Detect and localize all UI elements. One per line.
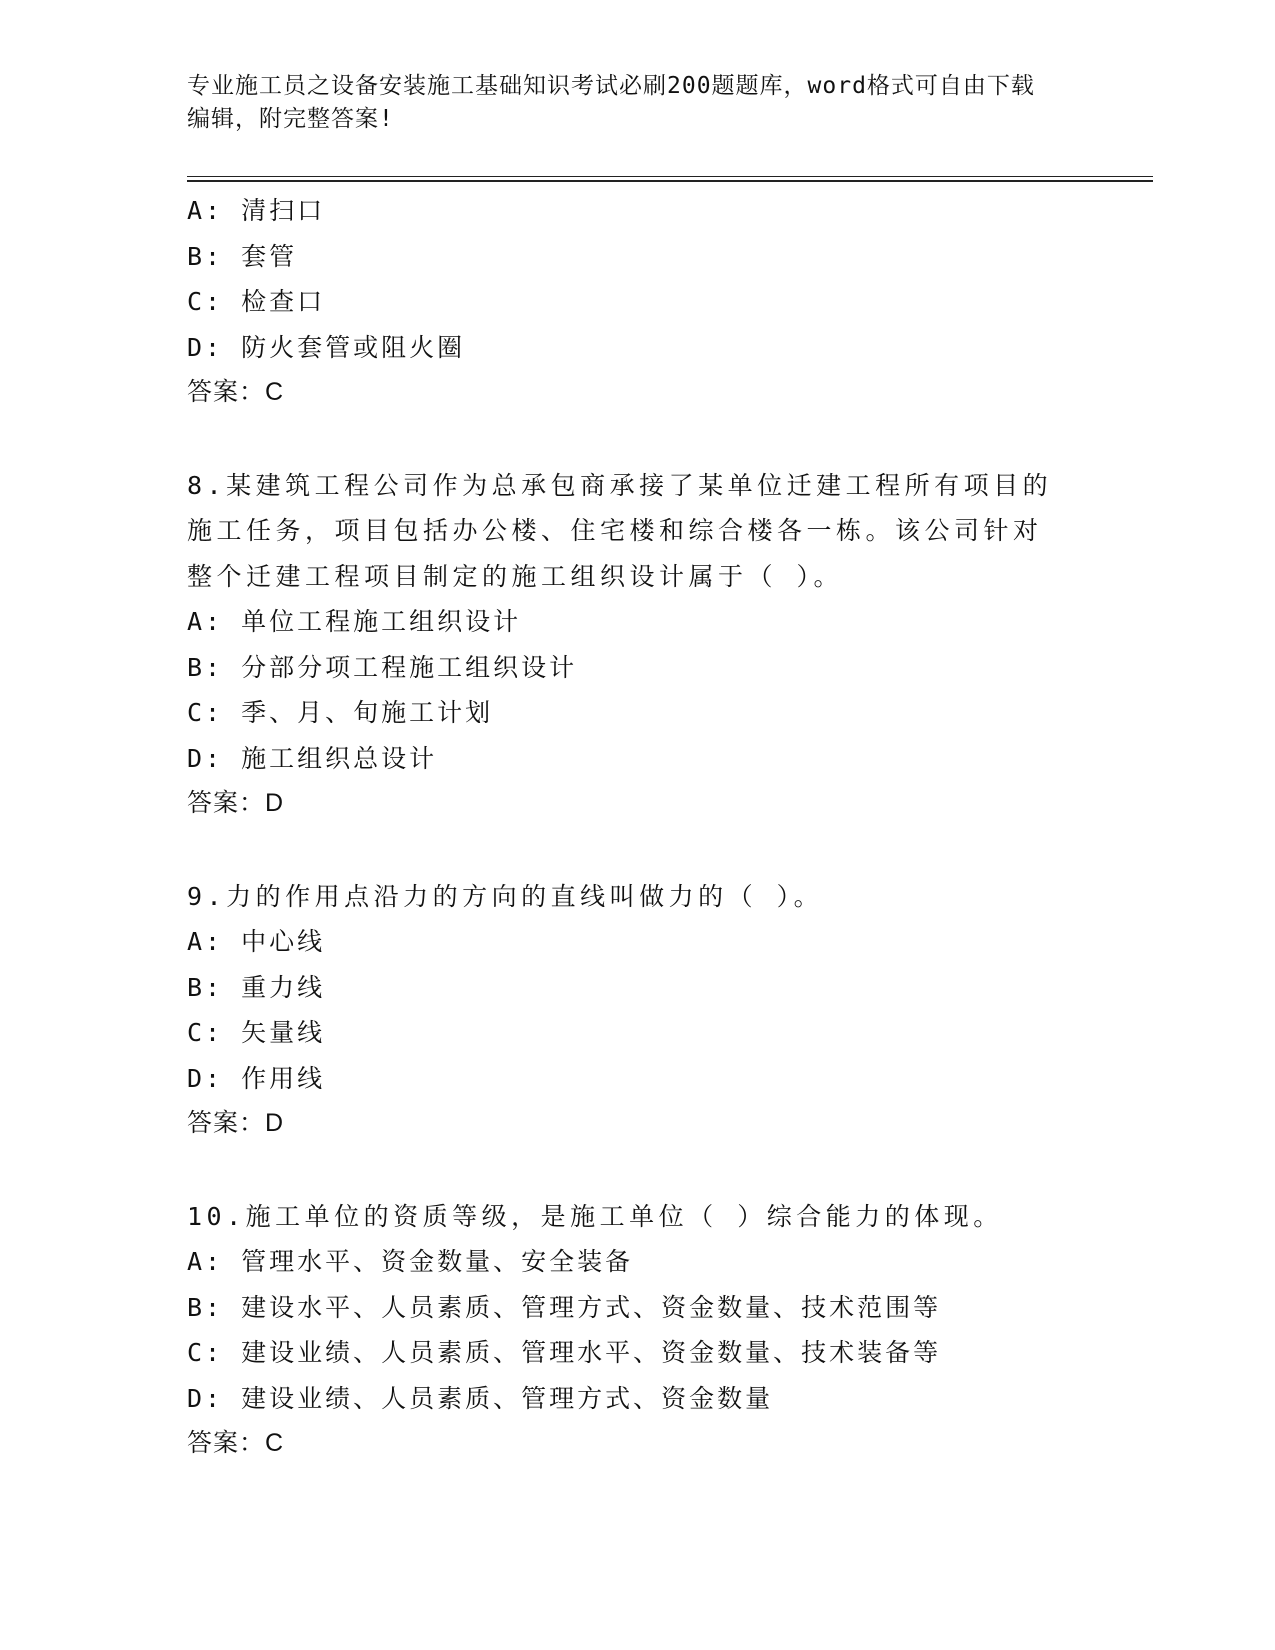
option-d: D: 建设业绩、人员素质、管理方式、资金数量 <box>187 1383 774 1413</box>
option-b: B: 建设水平、人员素质、管理方式、资金数量、技术范围等 <box>187 1292 942 1322</box>
question-list <box>187 188 1067 1467</box>
option-c: C: 季、月、旬施工计划 <box>187 698 494 727</box>
option-a: A: 管理水平、资金数量、安全装备 <box>187 1247 634 1276</box>
question-10 <box>187 1194 1067 1467</box>
answer: 答案：C <box>187 1429 285 1457</box>
option-a: A: 清扫口 <box>187 196 326 225</box>
option-d: D: 施工组织总设计 <box>187 743 438 773</box>
question-text: 10.施工单位的资质等级，是施工单位（ ）综合能力的体现。 <box>187 1201 1003 1231</box>
answer: 答案：D <box>187 789 285 817</box>
option-c: C: 检查口 <box>187 287 326 316</box>
header-divider-thick <box>187 180 1153 182</box>
prev-question-block <box>187 188 1067 416</box>
option-d: D: 作用线 <box>187 1063 326 1093</box>
question-9 <box>187 874 1067 1147</box>
header-divider-thin <box>187 176 1153 177</box>
option-b: B: 分部分项工程施工组织设计 <box>187 652 578 682</box>
document-header <box>187 70 1087 136</box>
option-c: C: 建设业绩、人员素质、管理水平、资金数量、技术装备等 <box>187 1338 942 1367</box>
option-d: D: 防火套管或阻火圈 <box>187 332 466 362</box>
question-text: 9.力的作用点沿力的方向的直线叫做力的（ ）。 <box>187 881 824 911</box>
option-b: B: 重力线 <box>187 972 326 1002</box>
header-line-2: 编辑，附完整答案! <box>187 106 394 132</box>
answer: 答案：C <box>187 378 285 406</box>
question-8 <box>187 463 1067 827</box>
question-text: 8.某建筑工程公司作为总承包商承接了某单位迁建工程所有项目的施工任务，项目包括办公楼、住宅楼和综合楼各一栋。该公司针对整个迁建工程项目制定的施工组织设计属于（ ）。 <box>187 470 1053 591</box>
option-b: B: 套管 <box>187 241 298 271</box>
option-a: A: 中心线 <box>187 927 326 956</box>
option-c: C: 矢量线 <box>187 1018 326 1047</box>
option-a: A: 单位工程施工组织设计 <box>187 607 522 636</box>
answer: 答案：D <box>187 1109 285 1137</box>
header-line-1: 专业施工员之设备安装施工基础知识考试必刷200题题库，word格式可自由下载 <box>187 73 1035 99</box>
